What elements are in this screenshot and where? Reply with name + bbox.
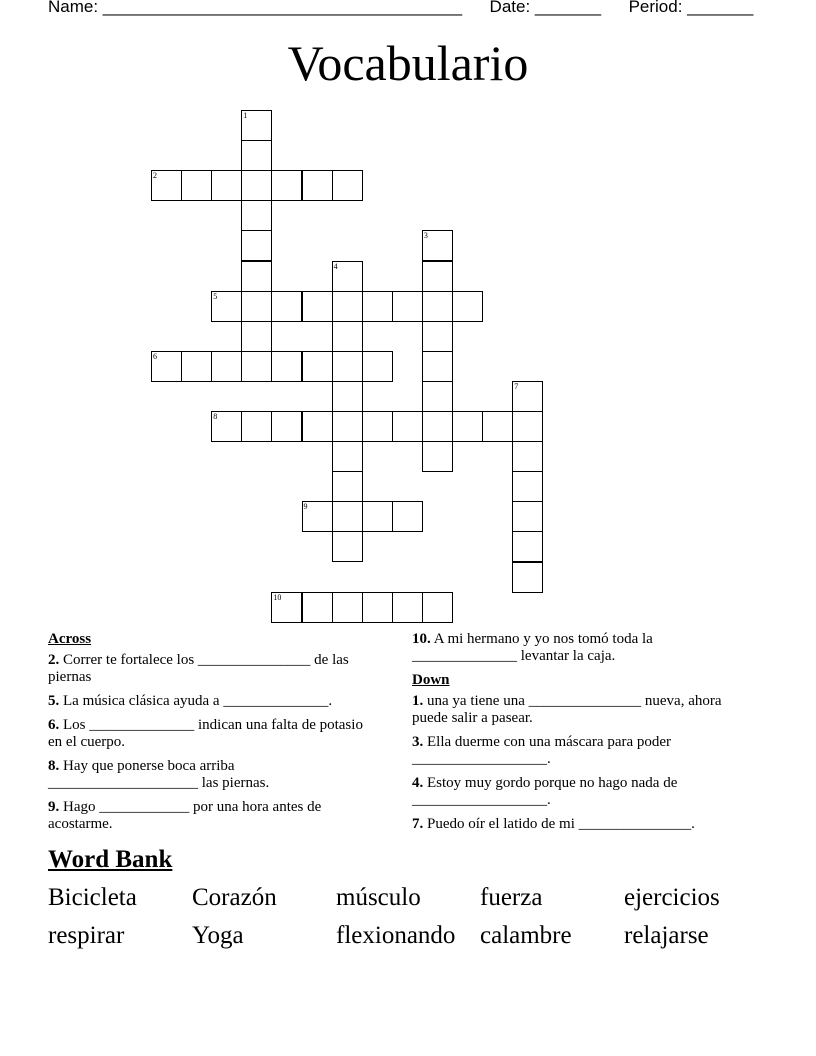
crossword-cell[interactable] bbox=[151, 351, 182, 382]
crossword-cell[interactable] bbox=[271, 170, 302, 201]
crossword-cell[interactable] bbox=[512, 381, 543, 412]
crossword-cell[interactable] bbox=[392, 592, 423, 623]
crossword-cell[interactable] bbox=[241, 200, 272, 231]
clue-number: 4 bbox=[333, 261, 338, 271]
word-bank-word: calambre bbox=[480, 922, 572, 949]
crossword-cell[interactable] bbox=[332, 261, 363, 292]
crossword-cell[interactable] bbox=[422, 230, 453, 261]
word-bank-word: Bicicleta bbox=[48, 884, 137, 911]
crossword-cell[interactable] bbox=[512, 562, 543, 593]
student-info-header bbox=[48, 0, 754, 17]
crossword-cell[interactable] bbox=[241, 291, 272, 322]
page-title: Vocabulario bbox=[287, 35, 529, 91]
crossword-cell[interactable] bbox=[332, 381, 363, 412]
crossword-cell[interactable] bbox=[271, 411, 302, 442]
down-clue-4: 4. Estoy muy gordo porque no hago nada de __________________. bbox=[412, 775, 678, 808]
crossword-cell[interactable] bbox=[422, 592, 453, 623]
down-clue-7: 7. Puedo oír el latido de mi _______________. bbox=[412, 816, 695, 832]
crossword-cell[interactable] bbox=[332, 170, 363, 201]
crossword-cell[interactable] bbox=[211, 351, 242, 382]
crossword-cell[interactable] bbox=[241, 110, 272, 141]
crossword-cell[interactable] bbox=[512, 501, 543, 532]
crossword-cell[interactable] bbox=[241, 261, 272, 292]
crossword-cell[interactable] bbox=[362, 351, 393, 382]
name-field[interactable]: Name: ______________________________________ bbox=[48, 0, 463, 16]
clue-number: 1 bbox=[243, 111, 248, 120]
crossword-cell[interactable] bbox=[512, 531, 543, 562]
crossword-cell[interactable] bbox=[332, 411, 363, 442]
word-bank-word: Yoga bbox=[192, 922, 244, 949]
crossword-cell[interactable] bbox=[512, 411, 543, 442]
word-bank-word: Corazón bbox=[192, 884, 277, 911]
crossword-cell[interactable] bbox=[422, 441, 453, 472]
crossword-cell[interactable] bbox=[181, 351, 212, 382]
crossword-cell[interactable] bbox=[241, 170, 272, 201]
word-bank-word: relajarse bbox=[624, 922, 709, 949]
clue-number: 9 bbox=[303, 502, 308, 512]
crossword-cell[interactable] bbox=[422, 261, 453, 292]
crossword-cell[interactable] bbox=[392, 291, 423, 322]
crossword-cell[interactable] bbox=[302, 411, 333, 442]
crossword-cell[interactable] bbox=[241, 321, 272, 352]
crossword-cell[interactable] bbox=[211, 170, 242, 201]
down-heading: Down bbox=[412, 672, 450, 688]
crossword-cell[interactable] bbox=[271, 351, 302, 382]
crossword-cell[interactable] bbox=[422, 321, 453, 352]
right-clues bbox=[412, 631, 744, 840]
down-clue-3: 3. Ella duerme con una máscara para poder __________________. bbox=[412, 734, 672, 767]
clue-number: 10 bbox=[273, 592, 282, 602]
crossword-cell[interactable] bbox=[241, 411, 272, 442]
crossword-cell[interactable] bbox=[362, 411, 393, 442]
crossword-cell[interactable] bbox=[302, 592, 333, 623]
crossword-cell[interactable] bbox=[482, 411, 513, 442]
clue-number: 5 bbox=[213, 291, 218, 301]
date-field[interactable]: Date: _______ bbox=[489, 0, 602, 16]
crossword-cell[interactable] bbox=[332, 441, 363, 472]
crossword-cell[interactable] bbox=[211, 291, 242, 322]
crossword-cell[interactable] bbox=[362, 501, 393, 532]
crossword-cell[interactable] bbox=[512, 471, 543, 502]
across-clue-5: 5. La música clásica ayuda a ______________. bbox=[48, 693, 333, 709]
crossword-cell[interactable] bbox=[332, 531, 363, 562]
across-clue-6: 6. Los ______________ indican una falta de potasio en el cuerpo. bbox=[48, 717, 363, 750]
word-bank-word: músculo bbox=[336, 884, 421, 911]
across-clue-10: 10. A mi hermano y yo nos tomó toda la ______________ levantar la caja. bbox=[412, 631, 653, 664]
crossword-cell[interactable] bbox=[151, 170, 182, 201]
clue-number: 7 bbox=[514, 381, 519, 391]
word-bank-word: respirar bbox=[48, 922, 125, 949]
crossword-cell[interactable] bbox=[392, 501, 423, 532]
crossword-cell[interactable] bbox=[332, 592, 363, 623]
crossword-cell[interactable] bbox=[302, 170, 333, 201]
crossword-cell[interactable] bbox=[271, 592, 302, 623]
crossword-cell[interactable] bbox=[302, 351, 333, 382]
crossword-cell[interactable] bbox=[422, 351, 453, 382]
crossword-cell[interactable] bbox=[332, 291, 363, 322]
down-clue-1: 1. una ya tiene una _______________ nueva, ahora puede salir a pasear. bbox=[412, 693, 722, 726]
across-clue-9: 9. Hago ____________ por una hora antes de acostarme. bbox=[48, 799, 322, 832]
clue-number: 3 bbox=[423, 231, 428, 241]
crossword-cell[interactable] bbox=[362, 592, 393, 623]
word-bank-word: flexionando bbox=[336, 922, 456, 949]
clue-number: 8 bbox=[213, 412, 218, 421]
crossword-cell[interactable] bbox=[271, 291, 302, 322]
crossword-cell[interactable] bbox=[332, 321, 363, 352]
clue-number: 6 bbox=[153, 351, 157, 361]
across-heading: Across bbox=[48, 631, 92, 647]
crossword-cell[interactable] bbox=[181, 170, 212, 201]
crossword-cell[interactable] bbox=[241, 140, 272, 171]
crossword-cell[interactable] bbox=[452, 291, 483, 322]
crossword-cell[interactable] bbox=[422, 381, 453, 412]
crossword-cell[interactable] bbox=[241, 351, 272, 382]
word-bank-word: ejercicios bbox=[624, 884, 720, 911]
crossword-cell[interactable] bbox=[332, 351, 363, 382]
crossword-cell[interactable] bbox=[362, 291, 393, 322]
crossword-cell[interactable] bbox=[302, 501, 333, 532]
crossword-cell[interactable] bbox=[211, 411, 242, 442]
crossword-cell[interactable] bbox=[422, 411, 453, 442]
period-field[interactable]: Period: _______ bbox=[628, 0, 754, 16]
across-clues bbox=[48, 631, 380, 840]
word-bank-word: fuerza bbox=[480, 884, 543, 911]
crossword-cell[interactable] bbox=[332, 471, 363, 502]
clue-number: 2 bbox=[153, 171, 157, 181]
across-clue-2: 2. Correr te fortalece los _______________ de las piernas bbox=[48, 652, 349, 685]
crossword-cell[interactable] bbox=[241, 230, 272, 261]
crossword-cell[interactable] bbox=[512, 441, 543, 472]
crossword-cell[interactable] bbox=[332, 501, 363, 532]
crossword-cell[interactable] bbox=[302, 291, 333, 322]
word-bank-title: Word Bank bbox=[48, 846, 173, 873]
crossword-cell[interactable] bbox=[392, 411, 423, 442]
crossword-cell[interactable] bbox=[452, 411, 483, 442]
crossword-cell[interactable] bbox=[422, 291, 453, 322]
across-clue-8: 8. Hay que ponerse boca arriba ____________________ las piernas. bbox=[48, 758, 270, 791]
